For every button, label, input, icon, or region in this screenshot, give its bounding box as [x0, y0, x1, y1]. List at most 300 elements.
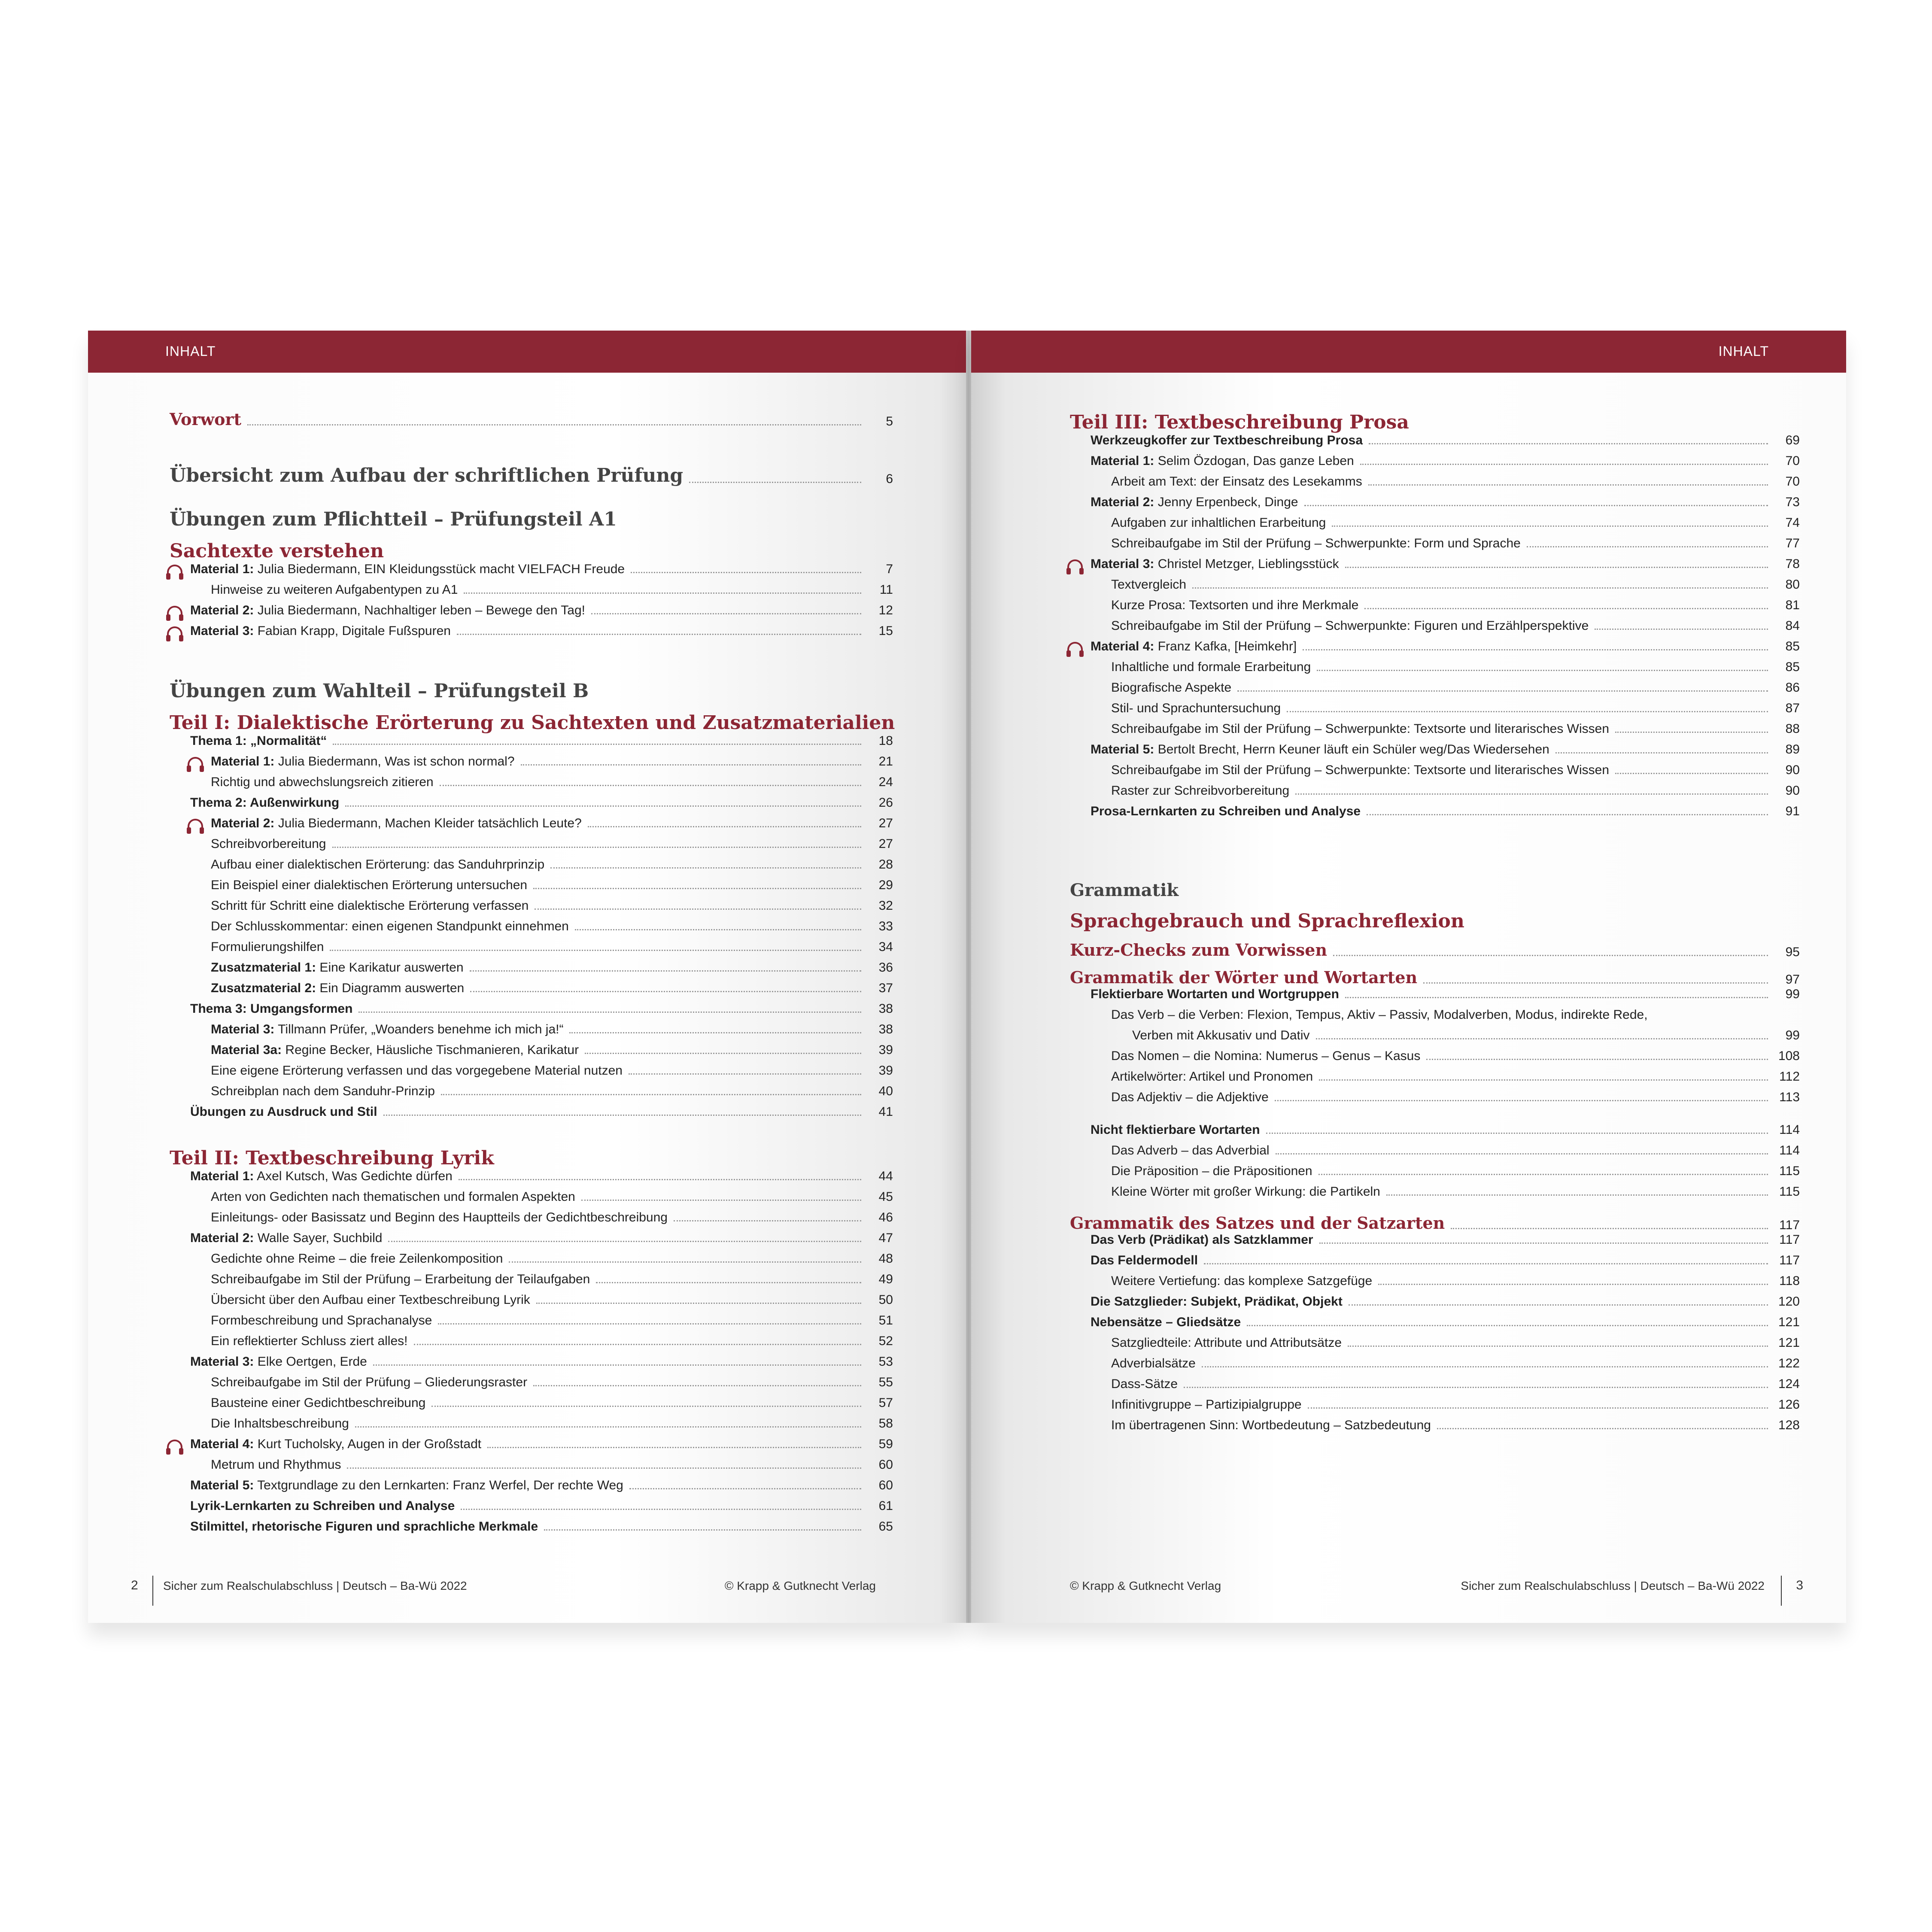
page-ref: 49 — [878, 1272, 893, 1286]
page-ref: 117 — [1779, 1253, 1800, 1267]
entry-text: Grammatik des Satzes und der Satzarten — [1070, 1213, 1445, 1233]
leader-dots — [1349, 1304, 1768, 1306]
page-ref: 128 — [1778, 1418, 1800, 1432]
headphones-icon — [165, 626, 184, 643]
entry-title — [211, 583, 458, 597]
entry-title — [1091, 804, 1361, 819]
leader-dots — [569, 1032, 861, 1033]
page-ref: 115 — [1779, 1185, 1800, 1199]
entry-text: Textvergleich — [1111, 577, 1187, 592]
page-ref: 36 — [878, 960, 893, 975]
toc-entry — [170, 1396, 893, 1416]
entry-title — [1111, 1164, 1312, 1179]
leader-dots — [1423, 982, 1768, 984]
entry-text: Ein Beispiel einer dialektischen Erörterung untersuchen — [211, 878, 528, 892]
page-ref: 48 — [878, 1252, 893, 1266]
entry-text: Infinitivgruppe – Partizipialgruppe — [1111, 1397, 1302, 1412]
entry-title — [190, 1105, 377, 1119]
entry-text: Schreibaufgabe im Stil der Prüfung – Schwerpunkte: Textsorte und literarisches Wissen — [1111, 722, 1610, 736]
page-ref: 57 — [878, 1396, 893, 1410]
page-ref: 38 — [878, 1022, 893, 1036]
page-number: 3 — [1796, 1578, 1803, 1592]
toc-entry — [170, 1252, 893, 1272]
spacer — [170, 644, 893, 670]
leader-dots — [1345, 997, 1768, 998]
leader-dots — [1595, 629, 1768, 630]
entry-label: Übungen zu Ausdruck und Stil — [190, 1105, 377, 1119]
entry-text: Franz Kafka, [Heimkehr] — [1154, 639, 1297, 653]
page-ref: 126 — [1778, 1397, 1800, 1412]
leader-dots — [1275, 1100, 1768, 1101]
leader-dots — [1437, 1428, 1768, 1429]
leader-dots — [1527, 546, 1768, 547]
entry-title — [170, 680, 589, 702]
leader-dots — [550, 867, 861, 869]
entry-title — [190, 562, 625, 577]
leader-dots — [1202, 1366, 1768, 1367]
toc-entry — [170, 796, 893, 816]
entry-text: Arten von Gedichten nach thematischen und formalen Aspekten — [211, 1190, 575, 1204]
entry-label: Thema 1: „Normalität“ — [190, 734, 327, 748]
section-heading — [1070, 900, 1800, 932]
page-ref: 39 — [878, 1063, 893, 1078]
entry-label: Material 1: — [1091, 454, 1154, 468]
toc-entry — [170, 734, 893, 754]
entry-text: Artikelwörter: Artikel und Pronomen — [1111, 1069, 1313, 1084]
entry-title — [211, 816, 582, 831]
entry-text: Aufbau einer dialektischen Erörterung: das Sanduhrprinzip — [211, 857, 545, 872]
toc-entry — [1070, 1253, 1800, 1274]
toc-entry — [1070, 701, 1800, 722]
entry-text: Raster zur Schreibvorbereitung — [1111, 784, 1290, 798]
entry-title — [211, 1210, 668, 1225]
toc-entry — [170, 775, 893, 796]
toc-entry — [1070, 454, 1800, 474]
entry-text: Julia Biedermann, Machen Kleider tatsächlich Leute? — [274, 816, 582, 830]
entry-title — [1111, 1069, 1313, 1084]
entry-title — [1111, 1397, 1302, 1412]
entry-label: Nicht flektierbare Wortarten — [1091, 1123, 1260, 1137]
page-ref: 108 — [1778, 1049, 1800, 1063]
header-label: INHALT — [1718, 343, 1769, 359]
headphones-icon — [186, 818, 205, 835]
entry-text: Kurz-Checks zum Vorwissen — [1070, 940, 1327, 960]
toc-entry — [170, 837, 893, 857]
headphones-icon — [1066, 559, 1084, 576]
toc-entry — [1070, 1049, 1800, 1069]
leader-dots — [1204, 1263, 1768, 1264]
entry-title — [1111, 1008, 1648, 1022]
toc-entry — [170, 981, 893, 1002]
entry-title — [1111, 1356, 1196, 1371]
toc-entry — [1070, 804, 1800, 825]
entry-title — [211, 837, 326, 851]
headphones-icon — [1066, 641, 1084, 658]
entry-text: Das Adjektiv – die Adjektive — [1111, 1090, 1269, 1104]
page-ref: 58 — [878, 1416, 893, 1431]
page-ref: 73 — [1785, 495, 1800, 509]
section-heading — [170, 498, 893, 530]
right-page — [971, 331, 1846, 1623]
entry-text: Grammatik der Wörter und Wortarten — [1070, 968, 1418, 987]
entry-label: Zusatzmaterial 2: — [211, 981, 316, 995]
toc-entry — [1070, 619, 1800, 639]
footer-publisher: © Krapp & Gutknecht Verlag — [724, 1579, 876, 1592]
entry-label: Thema 2: Außenwirkung — [190, 796, 340, 810]
entry-title — [211, 1272, 590, 1287]
leader-dots — [441, 1094, 861, 1095]
toc-entry — [170, 1313, 893, 1334]
page-ref: 51 — [878, 1313, 893, 1327]
entry-text: Gedichte ohne Reime – die freie Zeilenkomposition — [211, 1252, 503, 1266]
toc-entry — [1070, 433, 1800, 454]
toc-entry — [1070, 960, 1800, 987]
entry-title — [1091, 1253, 1198, 1268]
leader-dots — [674, 1220, 861, 1221]
entry-text: Textgrundlage zu den Lernkarten: Franz Werfel, Der rechte Weg — [254, 1478, 623, 1492]
toc-entry — [170, 1231, 893, 1252]
page-ref: 112 — [1779, 1069, 1800, 1084]
entry-text: Einleitungs- oder Basissatz und Beginn des Hauptteils der Gedichtbeschreibung — [211, 1210, 668, 1224]
entry-title — [190, 796, 339, 810]
entry-title — [1132, 1028, 1310, 1043]
entry-text: Schreibaufgabe im Stil der Prüfung – Schwerpunkte: Form und Sprache — [1111, 536, 1521, 550]
entry-label: Material 1: — [190, 1169, 254, 1183]
toc-entry — [1070, 742, 1800, 763]
entry-text: Schreibvorbereitung — [211, 837, 326, 851]
spacer — [170, 429, 893, 455]
page-ref: 40 — [878, 1084, 893, 1098]
leader-dots — [388, 1241, 861, 1242]
toc-entry — [1070, 1274, 1800, 1294]
entry-text: Selim Özdogan, Das ganze Leben — [1154, 454, 1354, 468]
section-heading — [1070, 872, 1800, 900]
leader-dots — [332, 847, 862, 848]
leader-dots — [1266, 1133, 1768, 1134]
entry-title — [211, 1252, 503, 1266]
entry-text: Schritt für Schritt eine dialektische Erörterung verfassen — [211, 899, 529, 913]
page-ref: 37 — [878, 981, 893, 995]
page-ref: 18 — [878, 734, 893, 748]
entry-text: Weitere Vertiefung: das komplexe Satzgefüge — [1111, 1274, 1373, 1288]
entry-title — [211, 1416, 349, 1431]
leader-dots — [575, 929, 861, 930]
entry-text: Richtig und abwechslungsreich zitieren — [211, 775, 434, 789]
entry-text: Übersicht zum Aufbau der schriftlichen Prüfung — [170, 465, 683, 486]
entry-label: Material 3: — [1091, 557, 1154, 571]
entry-title — [211, 1022, 563, 1037]
headphones-icon — [186, 756, 205, 773]
toc-entry — [170, 919, 893, 940]
entry-title — [211, 981, 464, 996]
entry-label: Material 1: — [190, 562, 254, 576]
page-ref: 33 — [878, 919, 893, 933]
toc-entry — [1070, 660, 1800, 680]
page-ref: 34 — [878, 940, 893, 954]
toc-entry — [1070, 1336, 1800, 1356]
entry-text: Sachtexte verstehen — [170, 540, 384, 562]
toc-entry — [1070, 577, 1800, 598]
entry-title — [211, 1190, 575, 1204]
entry-label: Material 5: — [1091, 742, 1154, 756]
leader-dots — [414, 1344, 862, 1345]
entry-text: Arbeit am Text: der Einsatz des Lesekamms — [1111, 474, 1362, 489]
footer-divider — [152, 1576, 153, 1606]
leader-dots — [1348, 1346, 1768, 1347]
entry-text: Teil I: Dialektische Erörterung zu Sachtexten und Zusatzmaterialien — [170, 712, 895, 734]
page-ref: 77 — [1785, 536, 1800, 550]
leader-dots — [1184, 1387, 1768, 1388]
entry-title — [1091, 1294, 1343, 1309]
entry-title — [190, 1002, 352, 1016]
toc-entry — [1070, 1143, 1800, 1164]
section-heading — [170, 530, 893, 562]
toc-entry — [1070, 1185, 1800, 1205]
page-ref: 84 — [1785, 619, 1800, 633]
toc-entry — [1070, 680, 1800, 701]
section-heading — [1070, 401, 1800, 433]
page-ref: 53 — [878, 1355, 893, 1369]
entry-title — [1091, 454, 1354, 468]
toc-entry — [170, 1293, 893, 1313]
leader-dots — [1378, 1284, 1768, 1285]
entry-title — [190, 734, 327, 748]
entry-title — [1111, 1185, 1380, 1199]
entry-text: Formulierungshilfen — [211, 940, 324, 954]
entry-label: Material 2: — [1091, 495, 1154, 509]
toc-entry — [1070, 516, 1800, 536]
page-ref: 113 — [1779, 1090, 1800, 1104]
page-ref: 39 — [878, 1043, 893, 1057]
entry-text: Stil- und Sprachuntersuchung — [1111, 701, 1281, 715]
toc-entry — [1070, 1028, 1800, 1049]
footer-publisher: © Krapp & Gutknecht Verlag — [1070, 1579, 1221, 1592]
entry-title — [1070, 880, 1179, 900]
leader-dots — [347, 1467, 861, 1469]
entry-label: Material 3: — [190, 1355, 254, 1369]
entry-label: Prosa-Lernkarten zu Schreiben und Analyse — [1091, 804, 1361, 818]
page-ref: 6 — [886, 472, 893, 486]
toc-entry — [170, 1458, 893, 1478]
toc-entry — [170, 1272, 893, 1293]
entry-title — [1111, 1418, 1431, 1433]
toc-entry — [1070, 1315, 1800, 1336]
toc-entry — [170, 583, 893, 603]
entry-label: Zusatzmaterial 1: — [211, 960, 316, 975]
toc-entry — [1070, 557, 1800, 577]
toc-entry — [170, 1190, 893, 1210]
entry-text: Regine Becker, Häusliche Tischmanieren, Karikatur — [282, 1043, 579, 1057]
page-ref: 87 — [1785, 701, 1800, 715]
leader-dots — [1360, 464, 1768, 465]
entry-text: Grammatik — [1070, 880, 1179, 900]
page-ref: 55 — [878, 1375, 893, 1389]
entry-label: Die Satzglieder: Subjekt, Prädikat, Objekt — [1091, 1294, 1343, 1309]
leader-dots — [629, 1488, 861, 1489]
table-of-contents-right — [1070, 401, 1800, 1439]
toc-entry — [170, 624, 893, 644]
page-ref: 11 — [879, 583, 893, 597]
spacer — [170, 1125, 893, 1137]
entry-label: Werkzeugkoffer zur Textbeschreibung Prosa — [1091, 433, 1363, 447]
toc-entry — [170, 960, 893, 981]
entry-title — [1111, 619, 1589, 633]
entry-title — [1070, 411, 1409, 433]
entry-title — [170, 712, 895, 734]
entry-label: Material 2: — [190, 603, 254, 617]
entry-text: Schreibaufgabe im Stil der Prüfung – Schwerpunkte: Figuren und Erzählperspektive — [1111, 619, 1589, 633]
page-ref: 27 — [878, 837, 893, 851]
entry-title — [211, 1375, 527, 1390]
page-ref: 46 — [878, 1210, 893, 1224]
header-band — [971, 331, 1846, 373]
leader-dots — [431, 1406, 861, 1407]
entry-text: Schreibaufgabe im Stil der Prüfung – Gliederungsraster — [211, 1375, 528, 1389]
leader-dots — [509, 1261, 861, 1263]
entry-title — [170, 410, 241, 429]
leader-dots — [355, 1426, 861, 1428]
toc-entry — [170, 878, 893, 899]
page-ref: 21 — [878, 754, 893, 769]
headphones-icon — [165, 1439, 184, 1456]
entry-text: Axel Kutsch, Was Gedichte dürfen — [254, 1169, 453, 1183]
entry-title — [1111, 516, 1326, 530]
entry-title — [211, 754, 515, 769]
page-ref: 86 — [1785, 680, 1800, 695]
entry-text: Teil III: Textbeschreibung Prosa — [1070, 411, 1409, 433]
page-ref: 118 — [1779, 1274, 1800, 1288]
entry-text: Aufgaben zur inhaltlichen Erarbeitung — [1111, 516, 1326, 530]
spacer — [170, 486, 893, 498]
leader-dots — [440, 785, 861, 786]
leader-dots — [1247, 1325, 1768, 1326]
page-ref: 15 — [878, 624, 893, 638]
page-ref: 28 — [878, 857, 893, 872]
entry-text: Hinweise zu weiteren Aufgabentypen zu A1 — [211, 583, 458, 597]
entry-title — [1111, 722, 1609, 736]
page-ref: 70 — [1785, 454, 1800, 468]
leader-dots — [1345, 567, 1768, 568]
entry-text: Die Präposition – die Präpositionen — [1111, 1164, 1312, 1178]
leader-dots — [1451, 1228, 1768, 1229]
toc-entry — [1070, 1233, 1800, 1253]
page-ref: 78 — [1785, 557, 1800, 571]
headphones-icon — [165, 564, 184, 581]
leader-dots — [457, 634, 861, 635]
entry-text: Kurze Prosa: Textsorten und ihre Merkmale — [1111, 598, 1359, 612]
entry-title — [211, 899, 529, 913]
entry-text: Adverbialsätze — [1111, 1356, 1196, 1370]
page-ref: 41 — [878, 1105, 893, 1119]
footer-book-title: Sicher zum Realschulabschluss | Deutsch – Ba-Wü 2022 — [163, 1579, 467, 1592]
entry-title — [1070, 940, 1327, 960]
toc-entry — [170, 1355, 893, 1375]
entry-text: Schreibaufgabe im Stil der Prüfung – Erarbeitung der Teilaufgaben — [211, 1272, 590, 1286]
page-ref: 90 — [1785, 763, 1800, 777]
spacer — [1070, 1111, 1800, 1123]
entry-label: Nebensätze – Gliedsätze — [1091, 1315, 1241, 1329]
toc-entry — [1070, 1164, 1800, 1185]
leader-dots — [533, 888, 861, 889]
entry-text: Übungen zum Wahlteil – Prüfungsteil B — [170, 680, 589, 702]
entry-title — [1070, 910, 1464, 932]
leader-dots — [1316, 1038, 1768, 1039]
section-heading — [170, 670, 893, 702]
toc-entry — [1070, 1397, 1800, 1418]
leader-dots — [1555, 752, 1768, 753]
entry-title — [1111, 660, 1311, 674]
left-page — [88, 331, 966, 1623]
entry-text: Ein Diagramm auswerten — [316, 981, 465, 995]
entry-title — [1111, 598, 1358, 613]
entry-title — [1111, 1143, 1270, 1158]
entry-text: Das Verb – die Verben: Flexion, Tempus, Aktiv – Passiv, Modalverben, Modus, indirekte Rede, — [1111, 1008, 1648, 1022]
leader-dots — [464, 592, 861, 594]
entry-text: Walle Sayer, Suchbild — [254, 1231, 383, 1245]
leader-dots — [470, 991, 861, 992]
entry-title — [1111, 1274, 1372, 1288]
leader-dots — [689, 482, 861, 483]
toc-entry — [1070, 495, 1800, 516]
entry-text: Kurt Tucholsky, Augen in der Großstadt — [254, 1437, 482, 1451]
page-ref: 69 — [1785, 433, 1800, 447]
headphones-icon — [165, 605, 184, 622]
leader-dots — [438, 1323, 861, 1324]
toc-entry — [170, 1002, 893, 1022]
section-heading — [170, 1137, 893, 1169]
entry-title — [1070, 1213, 1445, 1233]
page-ref: 26 — [878, 796, 893, 810]
toc-entry — [170, 562, 893, 583]
entry-text: Julia Biedermann, Nachhaltiger leben – Bewege den Tag! — [254, 603, 586, 617]
leader-dots — [247, 424, 861, 425]
page-ref: 5 — [886, 414, 893, 428]
entry-title — [1111, 763, 1609, 778]
page-ref: 115 — [1779, 1164, 1800, 1178]
leader-dots — [544, 1529, 861, 1531]
toc-entry — [170, 1043, 893, 1063]
entry-title — [211, 878, 527, 893]
page-ref: 114 — [1779, 1143, 1800, 1157]
entry-title — [1111, 784, 1289, 798]
entry-text: Jenny Erpenbeck, Dinge — [1154, 495, 1298, 509]
leader-dots — [1319, 1079, 1768, 1081]
toc-entry — [170, 1375, 893, 1396]
leader-dots — [1369, 443, 1768, 444]
entry-text: Formbeschreibung und Sprachanalyse — [211, 1313, 432, 1327]
page-ref: 85 — [1785, 660, 1800, 674]
toc-entry — [170, 899, 893, 919]
entry-label: Material 1: — [211, 754, 275, 769]
entry-title — [190, 1355, 367, 1369]
entry-text: Das Nomen – die Nomina: Numerus – Genus – Kasus — [1111, 1049, 1421, 1063]
entry-label: Das Verb (Prädikat) als Satzklammer — [1091, 1233, 1313, 1247]
leader-dots — [1304, 505, 1768, 506]
entry-title — [211, 1084, 435, 1099]
toc-entry — [170, 603, 893, 624]
entry-title — [1091, 1233, 1313, 1247]
entry-text: Biografische Aspekte — [1111, 680, 1232, 695]
leader-dots — [1319, 1242, 1768, 1244]
page-ref: 121 — [1778, 1336, 1800, 1350]
page-ref: 27 — [878, 816, 893, 830]
page-ref: 7 — [886, 562, 893, 576]
footer-book-title: Sicher zum Realschulabschluss | Deutsch – Ba-Wü 2022 — [1461, 1579, 1765, 1592]
entry-title — [211, 1043, 579, 1057]
page-ref: 90 — [1785, 784, 1800, 798]
leader-dots — [1615, 732, 1768, 733]
toc-entry — [1070, 784, 1800, 804]
